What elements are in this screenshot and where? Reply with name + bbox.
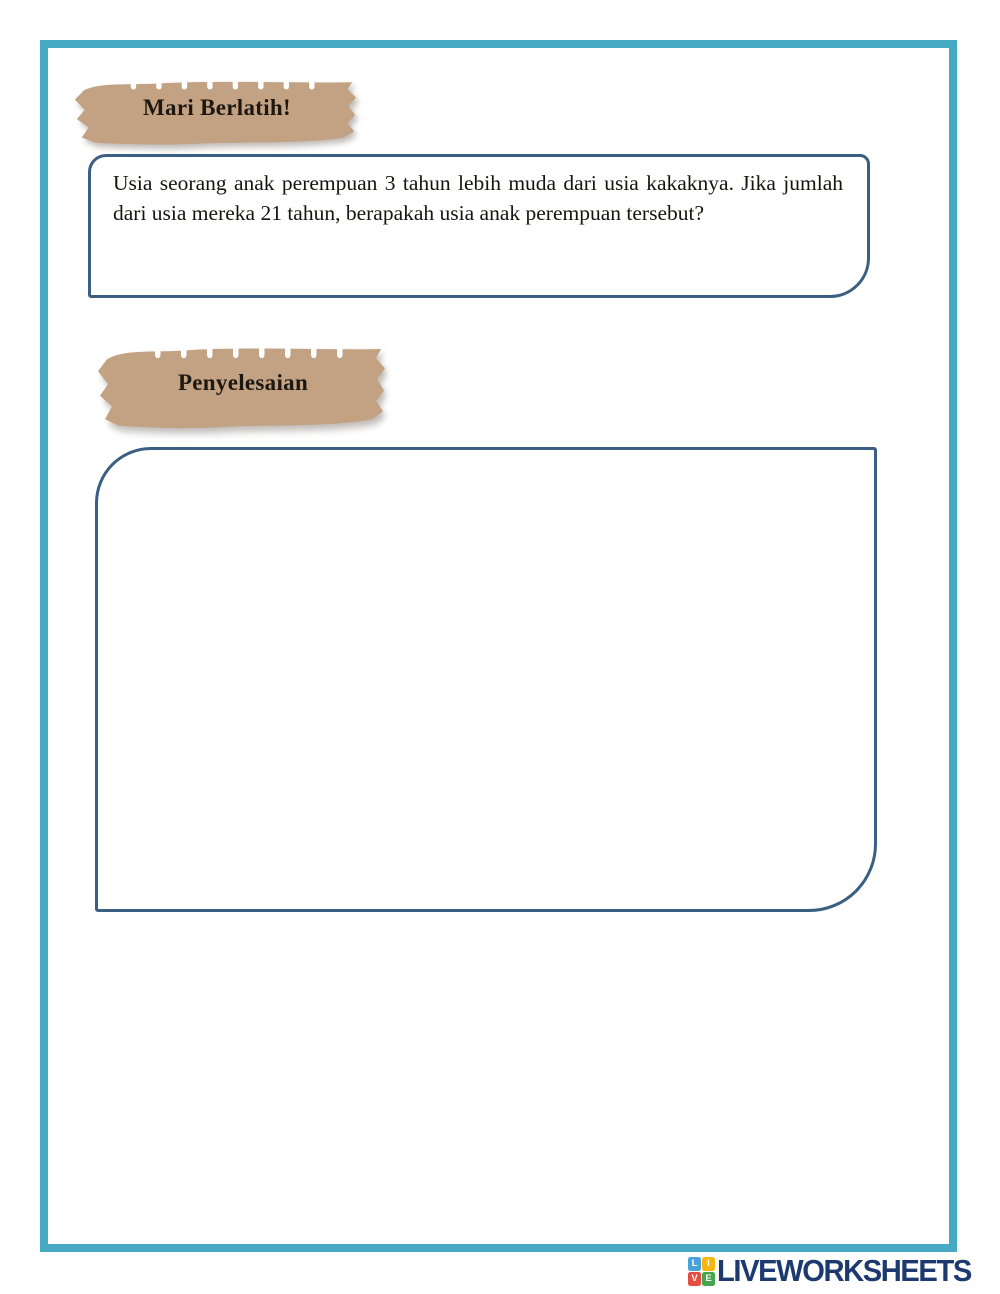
liveworksheets-logo-icon: [688, 1257, 715, 1286]
question-box: [88, 154, 870, 298]
logo-square-l: L: [688, 1257, 701, 1271]
logo-square-e: E: [702, 1272, 715, 1286]
logo-square-i: I: [702, 1257, 715, 1271]
logo-square-v: V: [688, 1272, 701, 1286]
practice-banner-label: Mari Berlatih!: [143, 95, 291, 120]
question-text: Usia seorang anak perempuan 3 tahun lebih muda dari usia kakaknya. Jika jumlah dari usia mereka 21 tahun, berapakah usia anak perempuan tersebut?: [113, 171, 843, 225]
practice-banner: [70, 72, 364, 154]
liveworksheets-logo: [688, 1254, 987, 1288]
answer-area[interactable]: [95, 447, 877, 912]
liveworksheets-wordmark: LIVEWORKSHEETS: [717, 1253, 971, 1288]
solution-banner: [93, 336, 393, 440]
solution-banner-label: Penyelesaian: [177, 370, 309, 395]
